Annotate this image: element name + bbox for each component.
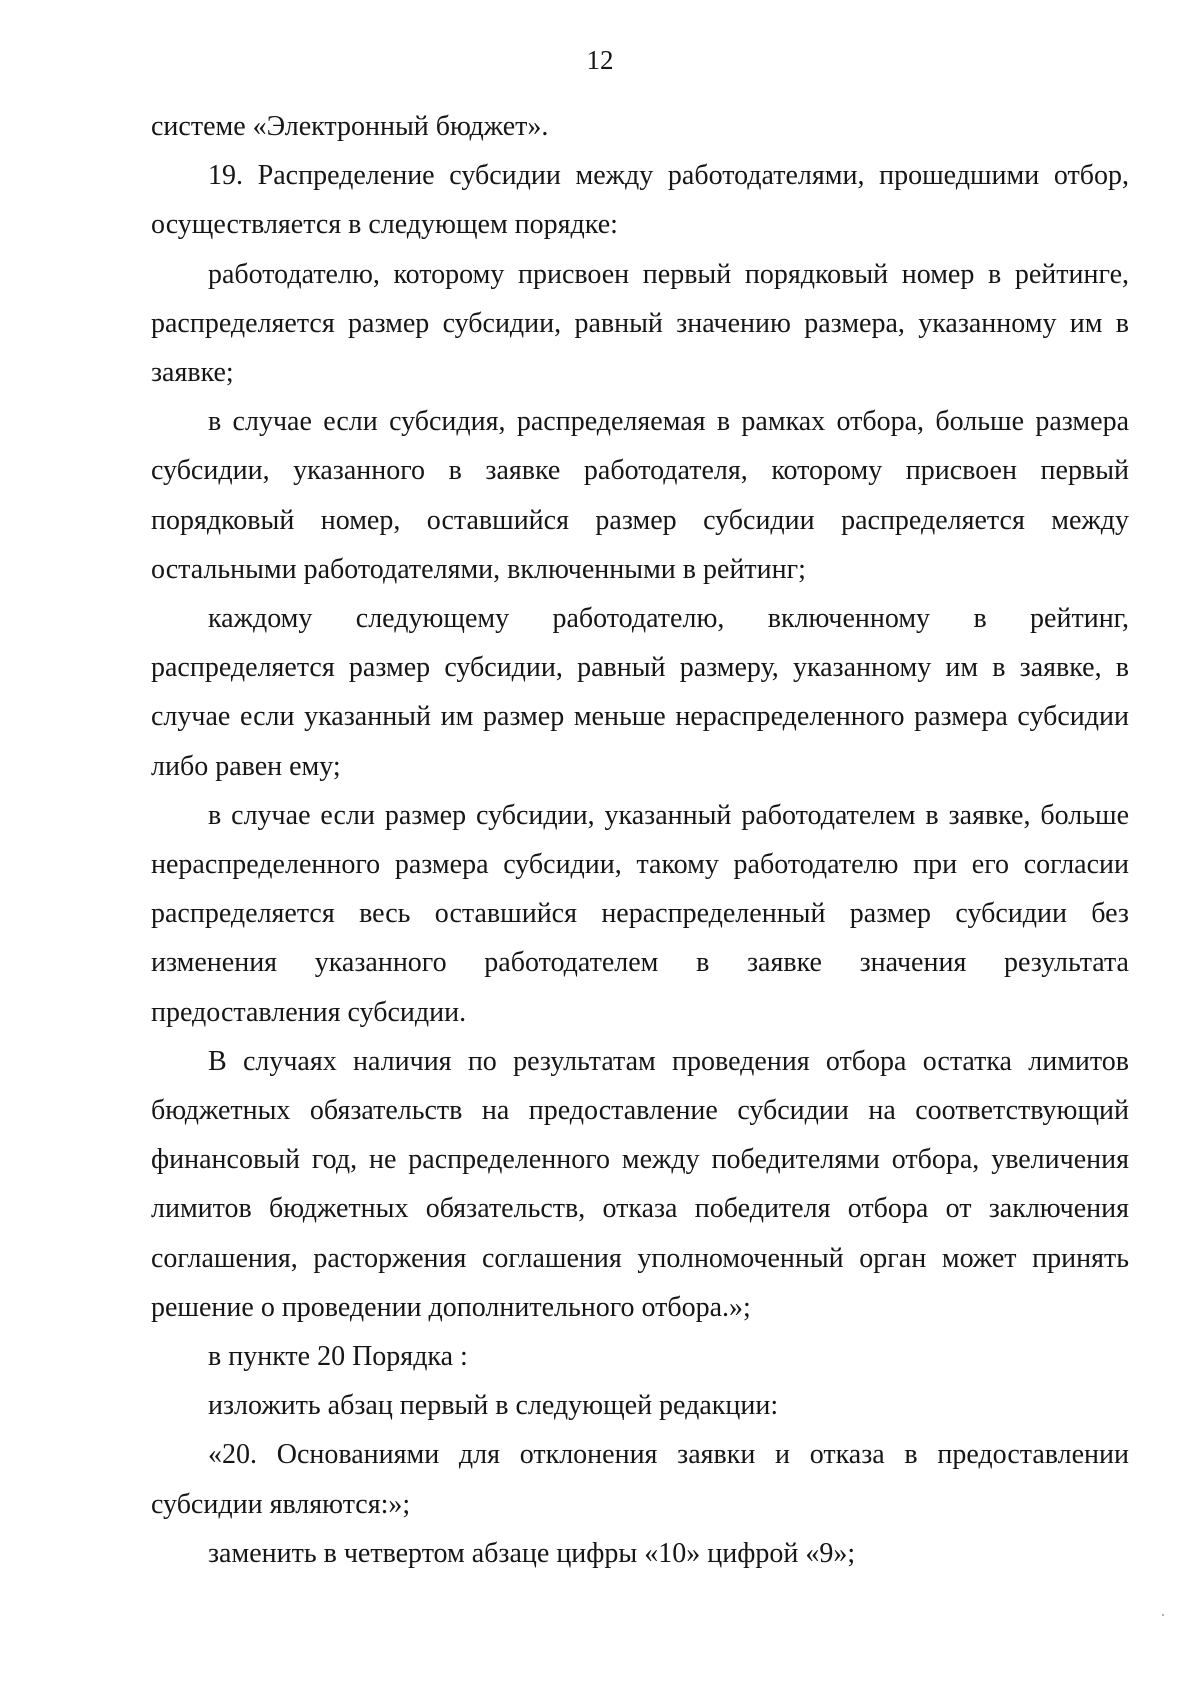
paragraph-remaining-subsidy: в случае если субсидия, распределяемая в рамках отбора, больше размера субсидии, указанного в заявке работодателя, которому присвоен первый порядковый номер, оставшийся размер субсидии распределяется между остальными работодателями, включенными в рейтинг; bbox=[151, 406, 1129, 585]
paragraph-clause-20-ref: в пункте 20 Порядка : bbox=[208, 1341, 468, 1373]
paragraph-exceeding-amount: в случае если размер субсидии, указанный работодателем в заявке, больше нераспределенного размера субсидии, такому работодателю при его согласии распределяется весь оставшийся нераспределенный размер субсидии без изменения указанного работодателем в заявке значения результата предоставления субсидии. bbox=[151, 799, 1129, 1028]
paragraph-next-employer: каждому следующему работодателю, включенному в рейтинг, распределяется размер субсидии, равный размеру, указанному им в заявке, в случае если указанный им размер меньше нераспределенного размера субсидии либо равен ему; bbox=[151, 603, 1129, 782]
paragraph-clause-20-text: «20. Основаниями для отклонения заявки и отказа в предоставлении субсидии являются:»; bbox=[151, 1439, 1129, 1520]
page-number: 12 bbox=[586, 45, 614, 75]
document-body bbox=[151, 102, 1129, 1578]
paragraph-additional-selection: В случаях наличия по результатам проведения отбора остатка лимитов бюджетных обязательств на предоставление субсидии на соответствующий финансовый год, не распределенного между победителями отбора, увеличения лимитов бюджетных обязательств, отказа победителя отбора от заключения соглашения, расторжения соглашения уполномоченный орган может принять решение о проведении дополнительного отбора.»; bbox=[151, 1045, 1129, 1323]
paragraph-clause-19: 19. Распределение субсидии между работодателями, прошедшими отбор, осуществляется в следующем порядке: bbox=[151, 160, 1129, 241]
paragraph-replace-digits: заменить в четвертом абзаце цифры «10» цифрой «9»; bbox=[208, 1537, 856, 1569]
paragraph-first-rank: работодателю, которому присвоен первый порядковый номер в рейтинге, распределяется размер субсидии, равный значению размера, указанному им в заявке; bbox=[151, 258, 1129, 389]
paragraph-new-wording: изложить абзац первый в следующей редакции: bbox=[208, 1390, 779, 1422]
paragraph-continuation: системе «Электронный бюджет». bbox=[151, 111, 549, 142]
scan-speck bbox=[1162, 1614, 1164, 1616]
